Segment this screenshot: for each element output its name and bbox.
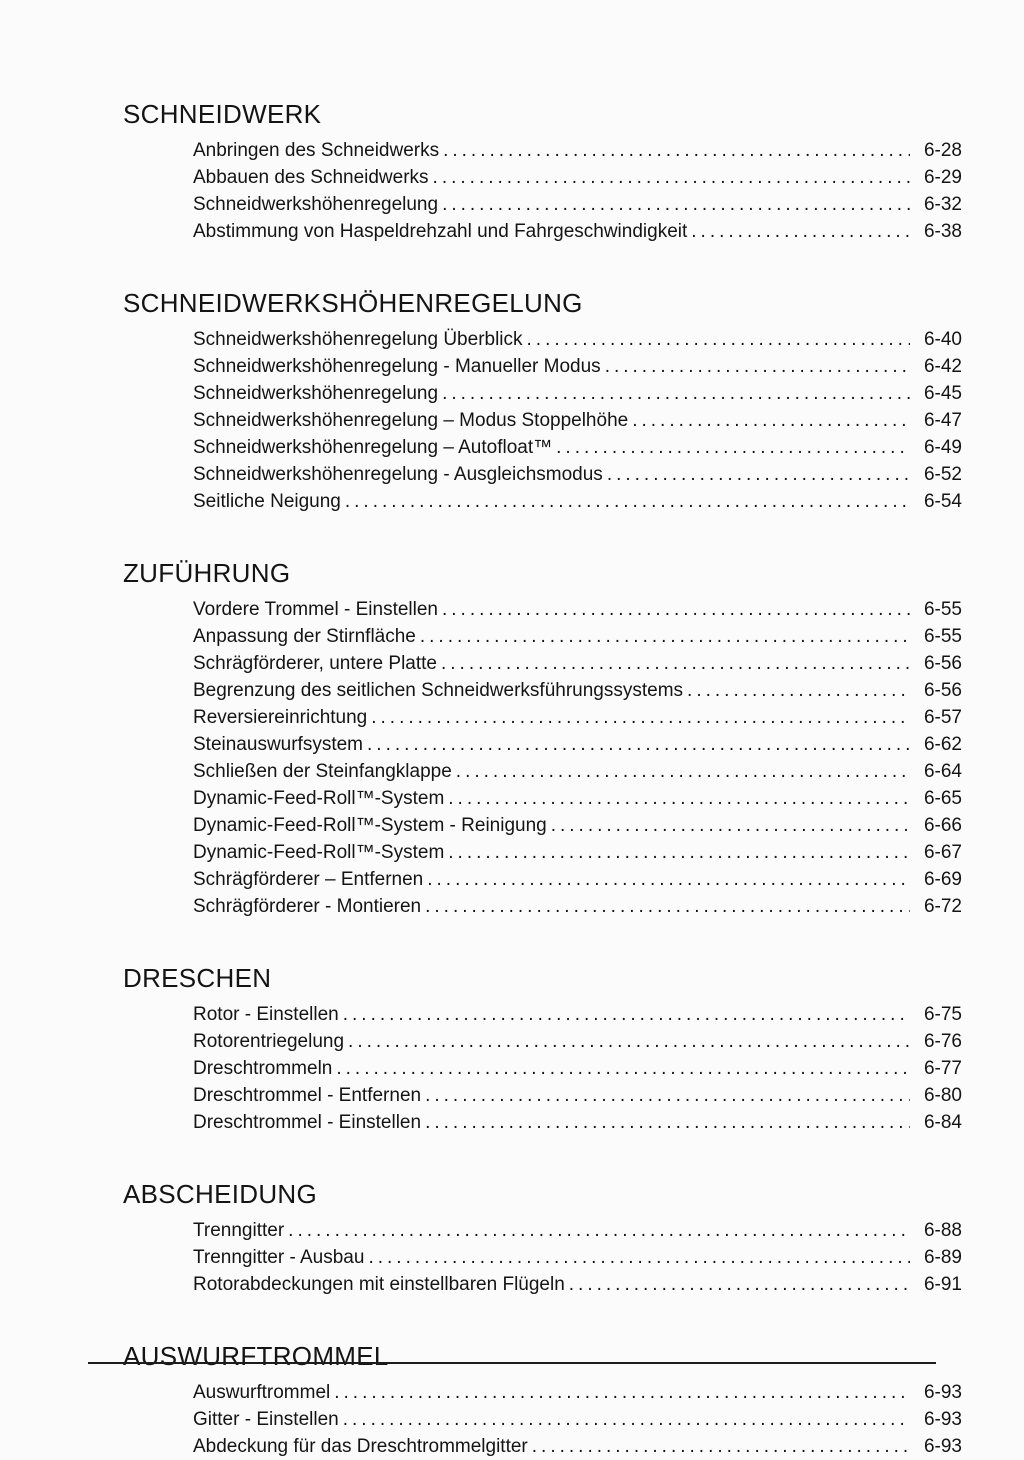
toc-section (123, 98, 962, 245)
dot-leader (425, 1109, 910, 1136)
toc-entry (193, 596, 962, 623)
toc-entry (193, 785, 962, 812)
dot-leader (371, 704, 910, 731)
toc-entry (193, 218, 962, 245)
toc-entry (193, 434, 962, 461)
entry-label: Schneidwerkshöhenregelung - Manueller Modus (193, 356, 601, 377)
entry-label: Abbauen des Schneidwerks (193, 167, 429, 188)
toc-section (123, 1178, 962, 1298)
toc-entry (193, 137, 962, 164)
entry-label: Anbringen des Schneidwerks (193, 140, 440, 161)
toc-section (123, 962, 962, 1136)
toc-entry (193, 191, 962, 218)
entry-page-number: 6-91 (923, 1274, 962, 1295)
entry-label: Schneidwerkshöhenregelung – Autofloat™ (193, 437, 553, 458)
toc-entry (193, 677, 962, 704)
entry-label: Reversiereinrichtung (193, 707, 368, 728)
toc-entry (193, 407, 962, 434)
entry-page-number: 6-55 (923, 626, 962, 647)
entry-label: Dreschtrommel - Einstellen (193, 1112, 422, 1133)
toc-entry (193, 812, 962, 839)
toc-entry (193, 461, 962, 488)
entry-label: Dreschtrommel - Entfernen (193, 1085, 422, 1106)
entry-page-number: 6-93 (923, 1436, 962, 1457)
toc-section (123, 287, 962, 515)
entry-label: Schrägförderer, untere Platte (193, 653, 437, 674)
entry-page-number: 6-54 (923, 491, 962, 512)
toc-entry (193, 704, 962, 731)
entry-label: Auswurftrommel (193, 1382, 331, 1403)
dot-leader (456, 758, 910, 785)
dot-leader (569, 1271, 910, 1298)
dot-leader (443, 137, 910, 164)
entry-page-number: 6-47 (923, 410, 962, 431)
entry-label: Begrenzung des seitlichen Schneidwerksführungssystems (193, 680, 684, 701)
page-divider (88, 1362, 936, 1364)
entry-page-number: 6-28 (923, 140, 962, 161)
entry-page-number: 6-89 (923, 1247, 962, 1268)
entry-label: Vordere Trommel - Einstellen (193, 599, 438, 620)
entry-label: Schrägförderer – Entfernen (193, 869, 424, 890)
dot-leader (442, 380, 910, 407)
entry-label: Trenngitter - Ausbau (193, 1247, 365, 1268)
dot-leader (368, 1244, 910, 1271)
entry-page-number: 6-32 (923, 194, 962, 215)
entry-label: Anpassung der Stirnfläche (193, 626, 416, 647)
entry-page-number: 6-56 (923, 680, 962, 701)
toc-entry (193, 353, 962, 380)
dot-leader (433, 164, 910, 191)
toc-entry (193, 623, 962, 650)
section-title: AUSWURFTROMMEL (123, 1341, 389, 1371)
dot-leader (420, 623, 910, 650)
toc-entry (193, 164, 962, 191)
entry-label: Abstimmung von Haspeldrehzahl und Fahrgeschwindigkeit (193, 221, 688, 242)
entry-label: Gitter - Einstellen (193, 1409, 339, 1430)
entry-label: Schneidwerkshöhenregelung – Modus Stoppelhöhe (193, 410, 629, 431)
toc-entry (193, 1379, 962, 1406)
toc-entry (193, 1406, 962, 1433)
entry-page-number: 6-49 (923, 437, 962, 458)
section-title: SCHNEIDWERKSHÖHENREGELUNG (123, 288, 583, 318)
entry-label: Steinauswurfsystem (193, 734, 364, 755)
dot-leader (687, 677, 910, 704)
dot-leader (345, 488, 910, 515)
dot-leader (607, 461, 910, 488)
entry-page-number: 6-57 (923, 707, 962, 728)
dot-leader (551, 812, 910, 839)
entry-page-number: 6-62 (923, 734, 962, 755)
entry-page-number: 6-55 (923, 599, 962, 620)
entry-page-number: 6-56 (923, 653, 962, 674)
section-title: ZUFÜHRUNG (123, 558, 291, 588)
dot-leader (343, 1406, 910, 1433)
toc-entry (193, 1244, 962, 1271)
entry-page-number: 6-80 (923, 1085, 962, 1106)
toc-entry (193, 650, 962, 677)
entry-page-number: 6-84 (923, 1112, 962, 1133)
entry-page-number: 6-29 (923, 167, 962, 188)
toc-entry (193, 1271, 962, 1298)
entry-page-number: 6-88 (923, 1220, 962, 1241)
entry-label: Schneidwerkshöhenregelung (193, 194, 439, 215)
toc-entry (193, 380, 962, 407)
entry-label: Dynamic-Feed-Roll™-System - Reinigung (193, 815, 547, 836)
dot-leader (448, 785, 910, 812)
entry-label: Rotor - Einstellen (193, 1004, 339, 1025)
toc-entry (193, 893, 962, 920)
entry-page-number: 6-66 (923, 815, 962, 836)
dot-leader (425, 1082, 910, 1109)
dot-leader (632, 407, 910, 434)
entry-label: Abdeckung für das Dreschtrommelgitter (193, 1436, 528, 1457)
toc-entry (193, 488, 962, 515)
entry-page-number: 6-75 (923, 1004, 962, 1025)
dot-leader (336, 1055, 910, 1082)
section-title: ABSCHEIDUNG (123, 1179, 317, 1209)
dot-leader (367, 731, 910, 758)
toc-entry (193, 1001, 962, 1028)
entry-page-number: 6-42 (923, 356, 962, 377)
entry-page-number: 6-64 (923, 761, 962, 782)
dot-leader (442, 596, 910, 623)
toc-entry (193, 866, 962, 893)
entry-label: Dynamic-Feed-Roll™-System (193, 842, 445, 863)
toc-entry (193, 1028, 962, 1055)
dot-leader (605, 353, 910, 380)
entry-page-number: 6-69 (923, 869, 962, 890)
entry-page-number: 6-45 (923, 383, 962, 404)
entry-label: Dynamic-Feed-Roll™-System (193, 788, 445, 809)
toc-entry (193, 758, 962, 785)
entry-page-number: 6-72 (923, 896, 962, 917)
entry-page-number: 6-40 (923, 329, 962, 350)
dot-leader (691, 218, 910, 245)
dot-leader (441, 650, 910, 677)
dot-leader (425, 893, 910, 920)
toc-entry (193, 839, 962, 866)
dot-leader (448, 839, 910, 866)
toc-entry (193, 1217, 962, 1244)
entry-label: Seitliche Neigung (193, 491, 341, 512)
dot-leader (556, 434, 910, 461)
entry-label: Schneidwerkshöhenregelung (193, 383, 439, 404)
dot-leader (288, 1217, 910, 1244)
toc-entry (193, 326, 962, 353)
toc-section (123, 1340, 962, 1460)
entry-label: Rotorentriegelung (193, 1031, 345, 1052)
entry-label: Rotorabdeckungen mit einstellbaren Flügeln (193, 1274, 565, 1295)
toc-entry (193, 1082, 962, 1109)
toc-section (123, 557, 962, 920)
entry-label: Schrägförderer - Montieren (193, 896, 422, 917)
dot-leader (527, 326, 910, 353)
toc-entry (193, 1055, 962, 1082)
entry-label: Schneidwerkshöhenregelung - Ausgleichsmodus (193, 464, 603, 485)
entry-page-number: 6-76 (923, 1031, 962, 1052)
entry-page-number: 6-52 (923, 464, 962, 485)
dot-leader (343, 1001, 910, 1028)
entry-label: Trenngitter (193, 1220, 285, 1241)
entry-page-number: 6-93 (923, 1409, 962, 1430)
entry-label: Schließen der Steinfangklappe (193, 761, 452, 782)
dot-leader (334, 1379, 910, 1406)
section-title: DRESCHEN (123, 963, 272, 993)
entry-label: Schneidwerkshöhenregelung Überblick (193, 329, 523, 350)
toc-entry (193, 731, 962, 758)
entry-page-number: 6-38 (923, 221, 962, 242)
section-title: SCHNEIDWERK (123, 99, 322, 129)
dot-leader (348, 1028, 910, 1055)
entry-page-number: 6-93 (923, 1382, 962, 1403)
entry-label: Dreschtrommeln (193, 1058, 333, 1079)
toc-entry (193, 1109, 962, 1136)
entry-page-number: 6-67 (923, 842, 962, 863)
dot-leader (427, 866, 910, 893)
entry-page-number: 6-77 (923, 1058, 962, 1079)
entry-page-number: 6-65 (923, 788, 962, 809)
dot-leader (442, 191, 910, 218)
